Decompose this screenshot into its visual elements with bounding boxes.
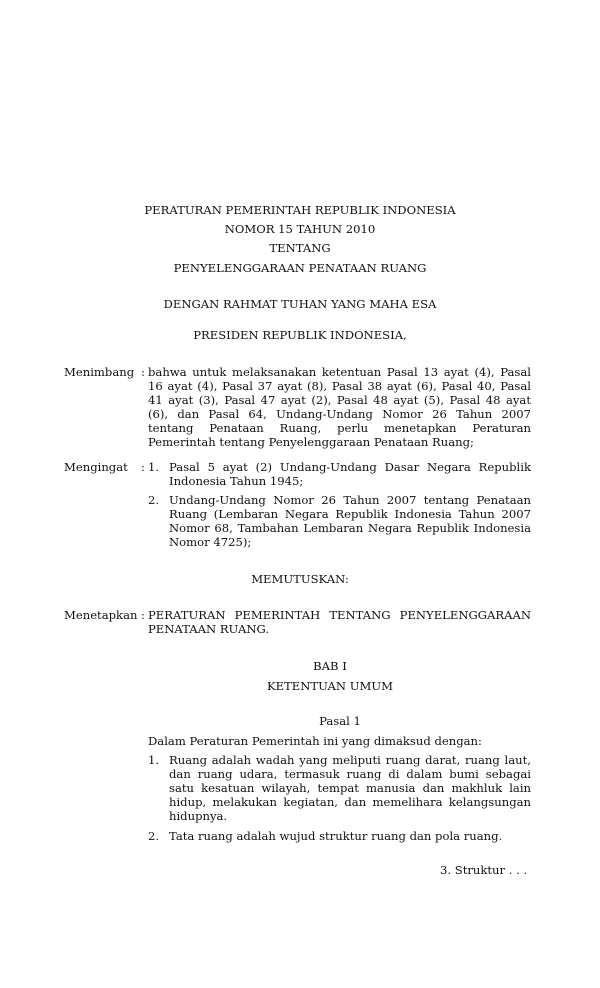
pasal-item-number: 2. [148,829,160,843]
blessing-line: DENGAN RAHMAT TUHAN YANG MAHA ESA [163,297,437,311]
mengingat-item-number: 2. [148,493,160,507]
bab-title: BAB I [313,659,347,673]
menetapkan-colon: : [141,608,145,622]
mengingat-colon: : [141,460,145,474]
pasal-title: Pasal 1 [319,714,361,728]
pasal-item-text: Ruang adalah wadah yang meliputi ruang darat, ruang laut, dan ruang udara, termasuk ruang di dalam bumi sebagai satu kesatuan wilayah, tempat manusia dan makhluk lain hidup, melakukan kegiatan, dan memelihara kelangsungan hidupnya. [169,753,531,823]
president-line: PRESIDEN REPUBLIK INDONESIA, [193,328,407,342]
continuation-footer: 3. Struktur . . . [440,863,528,877]
menimbang-colon: : [141,365,145,379]
pasal-item-text: Tata ruang adalah wujud struktur ruang dan pola ruang. [169,829,503,843]
mengingat-item-number: 1. [148,460,160,474]
pasal-intro: Dalam Peraturan Pemerintah ini yang dimaksud dengan: [148,734,482,748]
bab-subtitle: KETENTUAN UMUM [266,679,394,693]
menimbang-text: bahwa untuk melaksanakan ketentuan Pasal 13 ayat (4), Pasal 16 ayat (4), Pasal 37 ayat (8), Pasal 38 ayat (6), Pasal 40, Pasal 41 ayat (3), Pasal 47 ayat (2), Pasal 48 ayat (5), Pasal 48 ayat (6), dan Pasal 64, Undang-Undang Nomor 26 Tahun 2007 tentang Penataan Ruang, perlu menetapkan Peraturan Pemerintah tentang Penyelenggaraan Penataan Ruang; [148,365,531,449]
menimbang-label: Menimbang [64,365,135,379]
title-line-3: TENTANG [269,241,331,255]
mengingat-item-text: Pasal 5 ayat (2) Undang-Undang Dasar Negara Republik Indonesia Tahun 1945; [169,460,531,488]
mengingat-item-text: Undang-Undang Nomor 26 Tahun 2007 tentang Penataan Ruang (Lembaran Negara Republik Indonesia Tahun 2007 Nomor 68, Tambahan Lembaran Negara Republik Indonesia Nomor 4725); [169,493,531,549]
menetapkan-label: Menetapkan [64,608,138,622]
title-line-4: PENYELENGGARAAN PENATAAN RUANG [173,261,427,275]
title-line-1: PERATURAN PEMERINTAH REPUBLIK INDONESIA [144,203,456,217]
title-line-2: NOMOR 15 TAHUN 2010 [224,222,376,236]
pasal-item-number: 1. [148,753,160,767]
memutuskan-heading: MEMUTUSKAN: [251,572,349,586]
menetapkan-text: PERATURAN PEMERINTAH TENTANG PENYELENGGARAAN PENATAAN RUANG. [148,608,531,636]
mengingat-label: Mengingat [64,460,128,474]
